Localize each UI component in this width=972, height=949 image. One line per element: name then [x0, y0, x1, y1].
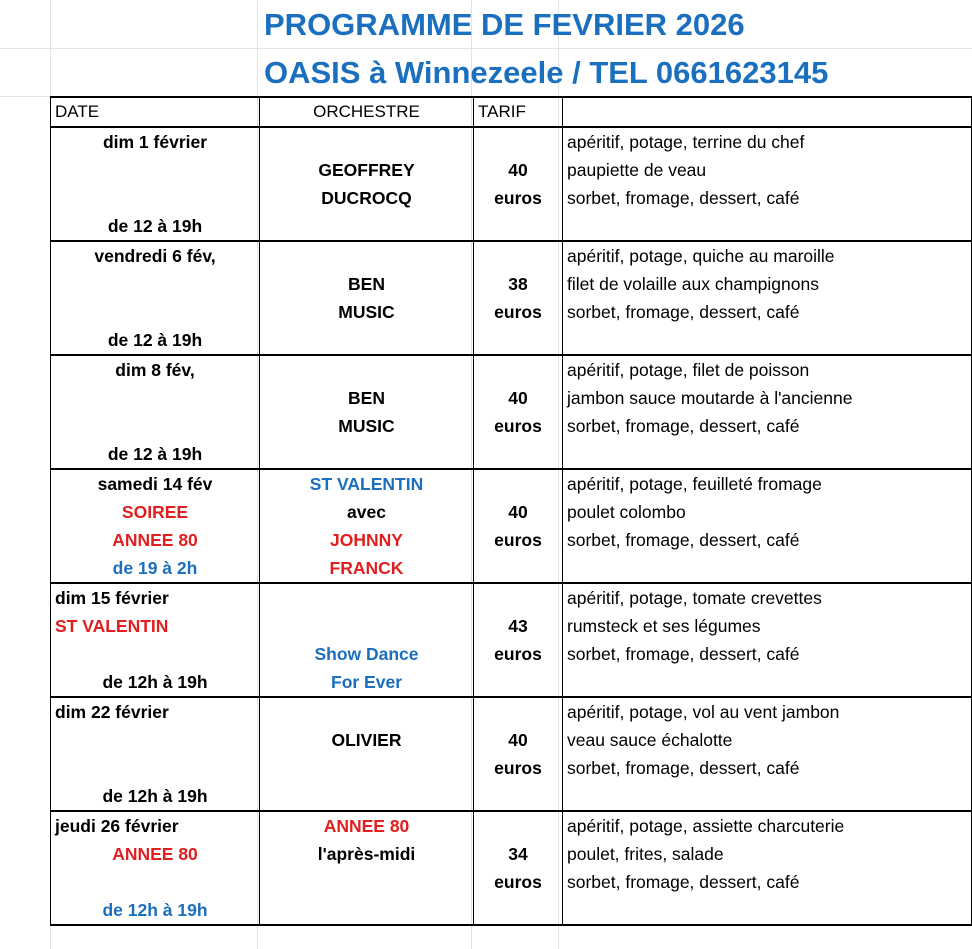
tarif-cell: 40 [474, 384, 563, 412]
table-row [51, 868, 972, 896]
tarif-cell [474, 326, 563, 355]
menu-cell: sorbet, fromage, dessert, café [563, 640, 972, 668]
orchestre-cell: OLIVIER [260, 726, 474, 754]
orchestre-cell: For Ever [260, 668, 474, 697]
orchestre-cell [260, 355, 474, 384]
tarif-cell: euros [474, 754, 563, 782]
menu-cell [563, 896, 972, 925]
orchestre-cell: GEOFFREY [260, 156, 474, 184]
tarif-cell [474, 697, 563, 726]
table-row [51, 412, 972, 440]
column-header-date: DATE [51, 97, 260, 127]
tarif-cell [474, 583, 563, 612]
date-cell [51, 726, 260, 754]
menu-cell [563, 782, 972, 811]
tarif-cell [474, 241, 563, 270]
date-cell: dim 22 février [51, 697, 260, 726]
orchestre-cell: MUSIC [260, 412, 474, 440]
date-cell: de 12h à 19h [51, 668, 260, 697]
tarif-cell: 34 [474, 840, 563, 868]
tarif-cell [474, 554, 563, 583]
column-header-tarif: TARIF [474, 97, 563, 127]
column-header-menu [563, 97, 972, 127]
menu-cell: sorbet, fromage, dessert, café [563, 184, 972, 212]
tarif-cell [474, 782, 563, 811]
orchestre-cell: Show Dance [260, 640, 474, 668]
date-cell [51, 184, 260, 212]
date-cell [51, 754, 260, 782]
table-row [51, 184, 972, 212]
table-row [51, 640, 972, 668]
orchestre-cell: DUCROCQ [260, 184, 474, 212]
date-cell: de 19 à 2h [51, 554, 260, 583]
orchestre-cell: BEN [260, 384, 474, 412]
date-cell [51, 868, 260, 896]
menu-cell: apéritif, potage, filet de poisson [563, 355, 972, 384]
orchestre-cell [260, 440, 474, 469]
table-row [51, 326, 972, 355]
table-row [51, 896, 972, 925]
tarif-cell [474, 811, 563, 840]
orchestre-cell [260, 612, 474, 640]
menu-cell [563, 326, 972, 355]
table-row [51, 270, 972, 298]
menu-cell: sorbet, fromage, dessert, café [563, 868, 972, 896]
orchestre-cell [260, 583, 474, 612]
tarif-cell [474, 440, 563, 469]
date-cell: de 12 à 19h [51, 212, 260, 241]
tarif-cell [474, 896, 563, 925]
tarif-cell: 40 [474, 498, 563, 526]
table-row [51, 212, 972, 241]
orchestre-cell: ANNEE 80 [260, 811, 474, 840]
tarif-cell: euros [474, 868, 563, 896]
menu-cell: apéritif, potage, feuilleté fromage [563, 469, 972, 498]
date-cell: de 12 à 19h [51, 326, 260, 355]
date-cell: de 12h à 19h [51, 782, 260, 811]
menu-cell: apéritif, potage, terrine du chef [563, 127, 972, 156]
menu-cell: apéritif, potage, quiche au maroille [563, 241, 972, 270]
orchestre-cell [260, 896, 474, 925]
menu-cell: apéritif, potage, vol au vent jambon [563, 697, 972, 726]
menu-cell [563, 440, 972, 469]
tarif-cell: 40 [474, 156, 563, 184]
menu-cell: filet de volaille aux champignons [563, 270, 972, 298]
tarif-cell: euros [474, 526, 563, 554]
page-title: PROGRAMME DE FEVRIER 2026 [264, 7, 745, 42]
table-row [51, 811, 972, 840]
orchestre-cell [260, 782, 474, 811]
table-row [51, 782, 972, 811]
tarif-cell [474, 469, 563, 498]
menu-cell: apéritif, potage, assiette charcuterie [563, 811, 972, 840]
table-row [51, 384, 972, 412]
date-cell: dim 15 février [51, 583, 260, 612]
menu-cell: paupiette de veau [563, 156, 972, 184]
table-row [51, 355, 972, 384]
orchestre-cell: l'après-midi [260, 840, 474, 868]
menu-cell: rumsteck et ses légumes [563, 612, 972, 640]
orchestre-cell [260, 326, 474, 355]
date-cell: SOIREE [51, 498, 260, 526]
table-row [51, 127, 972, 156]
menu-cell: poulet colombo [563, 498, 972, 526]
header-row [51, 97, 972, 127]
menu-cell [563, 668, 972, 697]
table-row [51, 697, 972, 726]
tarif-cell: 40 [474, 726, 563, 754]
tarif-cell [474, 668, 563, 697]
tarif-cell [474, 355, 563, 384]
menu-cell: sorbet, fromage, dessert, café [563, 412, 972, 440]
table-row [51, 840, 972, 868]
date-cell [51, 384, 260, 412]
menu-cell [563, 212, 972, 241]
orchestre-cell [260, 241, 474, 270]
menu-cell: sorbet, fromage, dessert, café [563, 754, 972, 782]
menu-cell: sorbet, fromage, dessert, café [563, 298, 972, 326]
orchestre-cell: JOHNNY [260, 526, 474, 554]
date-cell: dim 8 fév, [51, 355, 260, 384]
tarif-cell: euros [474, 184, 563, 212]
date-cell: de 12h à 19h [51, 896, 260, 925]
menu-cell: apéritif, potage, tomate crevettes [563, 583, 972, 612]
table-row [51, 754, 972, 782]
gridline [0, 48, 972, 49]
tarif-cell: euros [474, 298, 563, 326]
table-row [51, 498, 972, 526]
menu-cell [563, 554, 972, 583]
table-row [51, 612, 972, 640]
date-cell: jeudi 26 février [51, 811, 260, 840]
table-row [51, 469, 972, 498]
menu-cell: poulet, frites, salade [563, 840, 972, 868]
table-row [51, 583, 972, 612]
date-cell [51, 298, 260, 326]
tarif-cell: euros [474, 412, 563, 440]
table-row [51, 241, 972, 270]
menu-cell: veau sauce échalotte [563, 726, 972, 754]
date-cell [51, 412, 260, 440]
orchestre-cell [260, 212, 474, 241]
table-row [51, 156, 972, 184]
date-cell: ANNEE 80 [51, 840, 260, 868]
table-row [51, 440, 972, 469]
orchestre-cell: avec [260, 498, 474, 526]
orchestre-cell: BEN [260, 270, 474, 298]
table-row [51, 668, 972, 697]
tarif-cell [474, 212, 563, 241]
date-cell [51, 270, 260, 298]
orchestre-cell: ST VALENTIN [260, 469, 474, 498]
column-header-orchestre: ORCHESTRE [260, 97, 474, 127]
page-subtitle: OASIS à Winnezeele / TEL 0661623145 [264, 55, 829, 90]
table-row [51, 526, 972, 554]
tarif-cell: euros [474, 640, 563, 668]
date-cell: samedi 14 fév [51, 469, 260, 498]
orchestre-cell [260, 754, 474, 782]
date-cell [51, 156, 260, 184]
date-cell: dim 1 février [51, 127, 260, 156]
date-cell: vendredi 6 fév, [51, 241, 260, 270]
date-cell [51, 640, 260, 668]
orchestre-cell [260, 697, 474, 726]
table-row [51, 554, 972, 583]
tarif-cell: 43 [474, 612, 563, 640]
menu-cell: jambon sauce moutarde à l'ancienne [563, 384, 972, 412]
date-cell: de 12 à 19h [51, 440, 260, 469]
tarif-cell: 38 [474, 270, 563, 298]
orchestre-cell [260, 127, 474, 156]
orchestre-cell: FRANCK [260, 554, 474, 583]
orchestre-cell: MUSIC [260, 298, 474, 326]
table-row [51, 726, 972, 754]
date-cell: ANNEE 80 [51, 526, 260, 554]
menu-cell: sorbet, fromage, dessert, café [563, 526, 972, 554]
table-row [51, 298, 972, 326]
tarif-cell [474, 127, 563, 156]
orchestre-cell [260, 868, 474, 896]
programme-table [50, 96, 972, 926]
date-cell: ST VALENTIN [51, 612, 260, 640]
